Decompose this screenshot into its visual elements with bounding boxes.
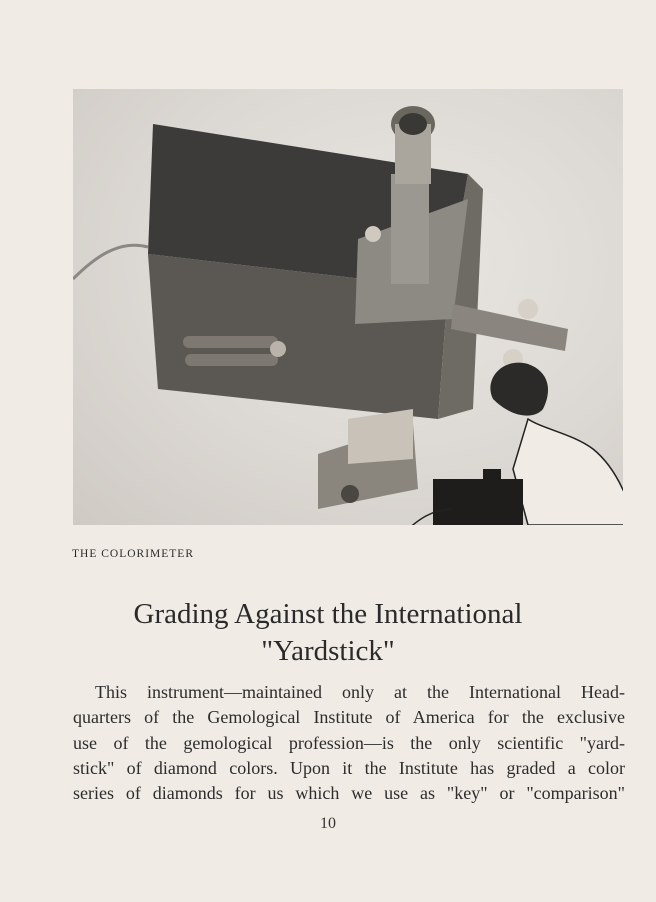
- body-line: use of the gemological profession—is the only scientific "yard-: [73, 732, 625, 753]
- body-line: quarters of the Gemological Institute of America for the exclusive: [73, 707, 625, 728]
- title-line-1: Grading Against the International: [133, 598, 523, 630]
- body-line: stick" of diamond colors. Upon it the Institute has graded a color: [73, 757, 625, 778]
- body-line: series of diamonds for us which we use as "key" or "comparison": [73, 783, 625, 804]
- title-line-2: "Yardstick": [261, 635, 395, 667]
- body-line: This instrument—maintained only at the International Head-: [95, 682, 625, 702]
- colorimeter-illustration: [73, 89, 623, 525]
- figure-caption: THE COLORIMETER: [72, 548, 195, 560]
- colorimeter-photo: [73, 89, 623, 525]
- page-title: [40, 596, 616, 670]
- body-paragraph: [73, 680, 625, 806]
- page-number: 10: [320, 815, 336, 832]
